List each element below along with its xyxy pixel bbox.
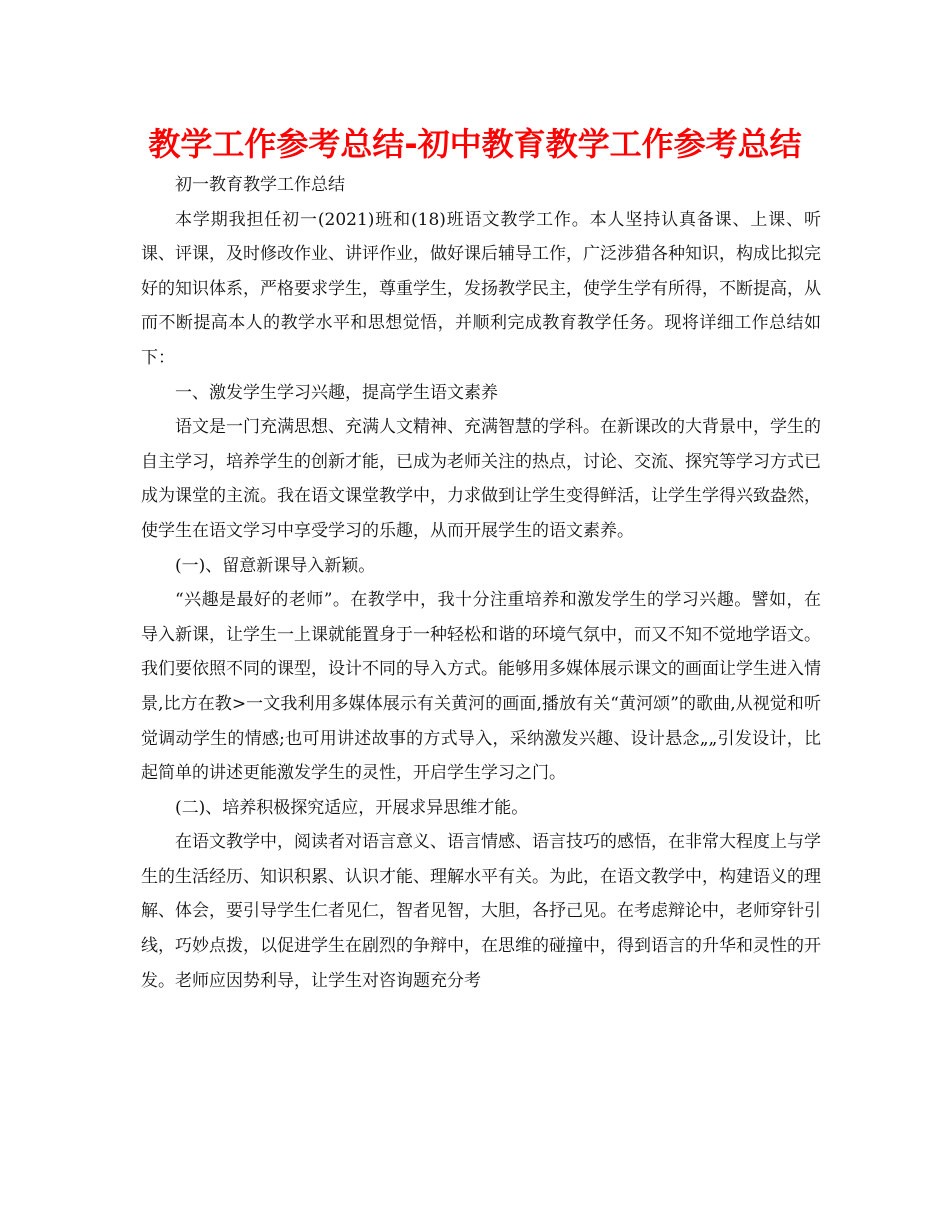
paragraph-section-1: 语文是一门充满思想、充满人文精神、充满智慧的学科。在新课改的大背景中，学生的自主学习，培养学生的创新才能，已成为老师关注的热点，讨论、交流、探究等学习方式已成为课堂的主流。我在语文课堂教学中，力求做到让学生变得鲜活，让学生学得兴致盎然，使学生在语文学习中享受学习的乐趣，从而开展学生的语文素养。 xyxy=(141,417,821,541)
paragraph-intro: 本学期我担任初一(2021)班和(18)班语文教学工作。本人坚持认真备课、上课、听课、评课，及时修改作业、讲评作业，做好课后辅导工作，广泛涉猎各种知识，构成比拟完好的知识体系，严格要求学生，尊重学生，发扬教学民主，使学生学有所得，不断提高，从而不断提高本人的教学水平和思想觉悟，并顺利完成教育教学任务。现将详细工作总结如下： xyxy=(141,209,821,368)
paragraph-subtitle: 初一教育教学工作总结 xyxy=(175,175,345,195)
section-heading-1: 一、激发学生学习兴趣，提高学生语文素养 xyxy=(175,382,498,403)
paragraph-subsection-1: “兴趣是最好的老师”。在教学中，我十分注重培养和激发学生的学习兴趣。譬如，在导入新课，让学生一上课就能置身于一种轻松和谐的环境气氛中，而又不知不觉地学语文。我们要依照不同的课型，设计不同的导入方式。能够用多媒体展示课文的画面让学生进入情景,比方在教>一文我利用多媒体展示有关黄河的画面,播放有关“黄河颂”的歌曲,从视觉和听觉调动学生的情感;也可用讲述故事的方式导入，采纳激发兴趣、设计悬念„„引发设计，比起简单的讲述更能激发学生的灵性，开启学生学习之门。 xyxy=(141,590,821,784)
subsection-heading-2: (二)、培养积极探究适应，开展求异思维才能。 xyxy=(175,797,529,818)
document-title: 教学工作参考总结-初中教育教学工作参考总结 xyxy=(148,125,802,163)
subsection-heading-1: (一)、留意新课导入新颖。 xyxy=(175,555,376,576)
document-body xyxy=(141,168,821,998)
paragraph-subsection-2: 在语文教学中，阅读者对语言意义、语言情感、语言技巧的感悟，在非常大程度上与学生的生活经历、知识积累、认识才能、理解水平有关。为此，在语文教学中，构建语义的理解、体会，要引导学生仁者见仁，智者见智，大胆，各抒己见。在考虑辩论中，老师穿针引线，巧妙点拨，以促进学生在剧烈的争辩中，在思维的碰撞中，得到语言的升华和灵性的开发。老师应因势利导，让学生对咨询题充分考 xyxy=(141,832,821,991)
